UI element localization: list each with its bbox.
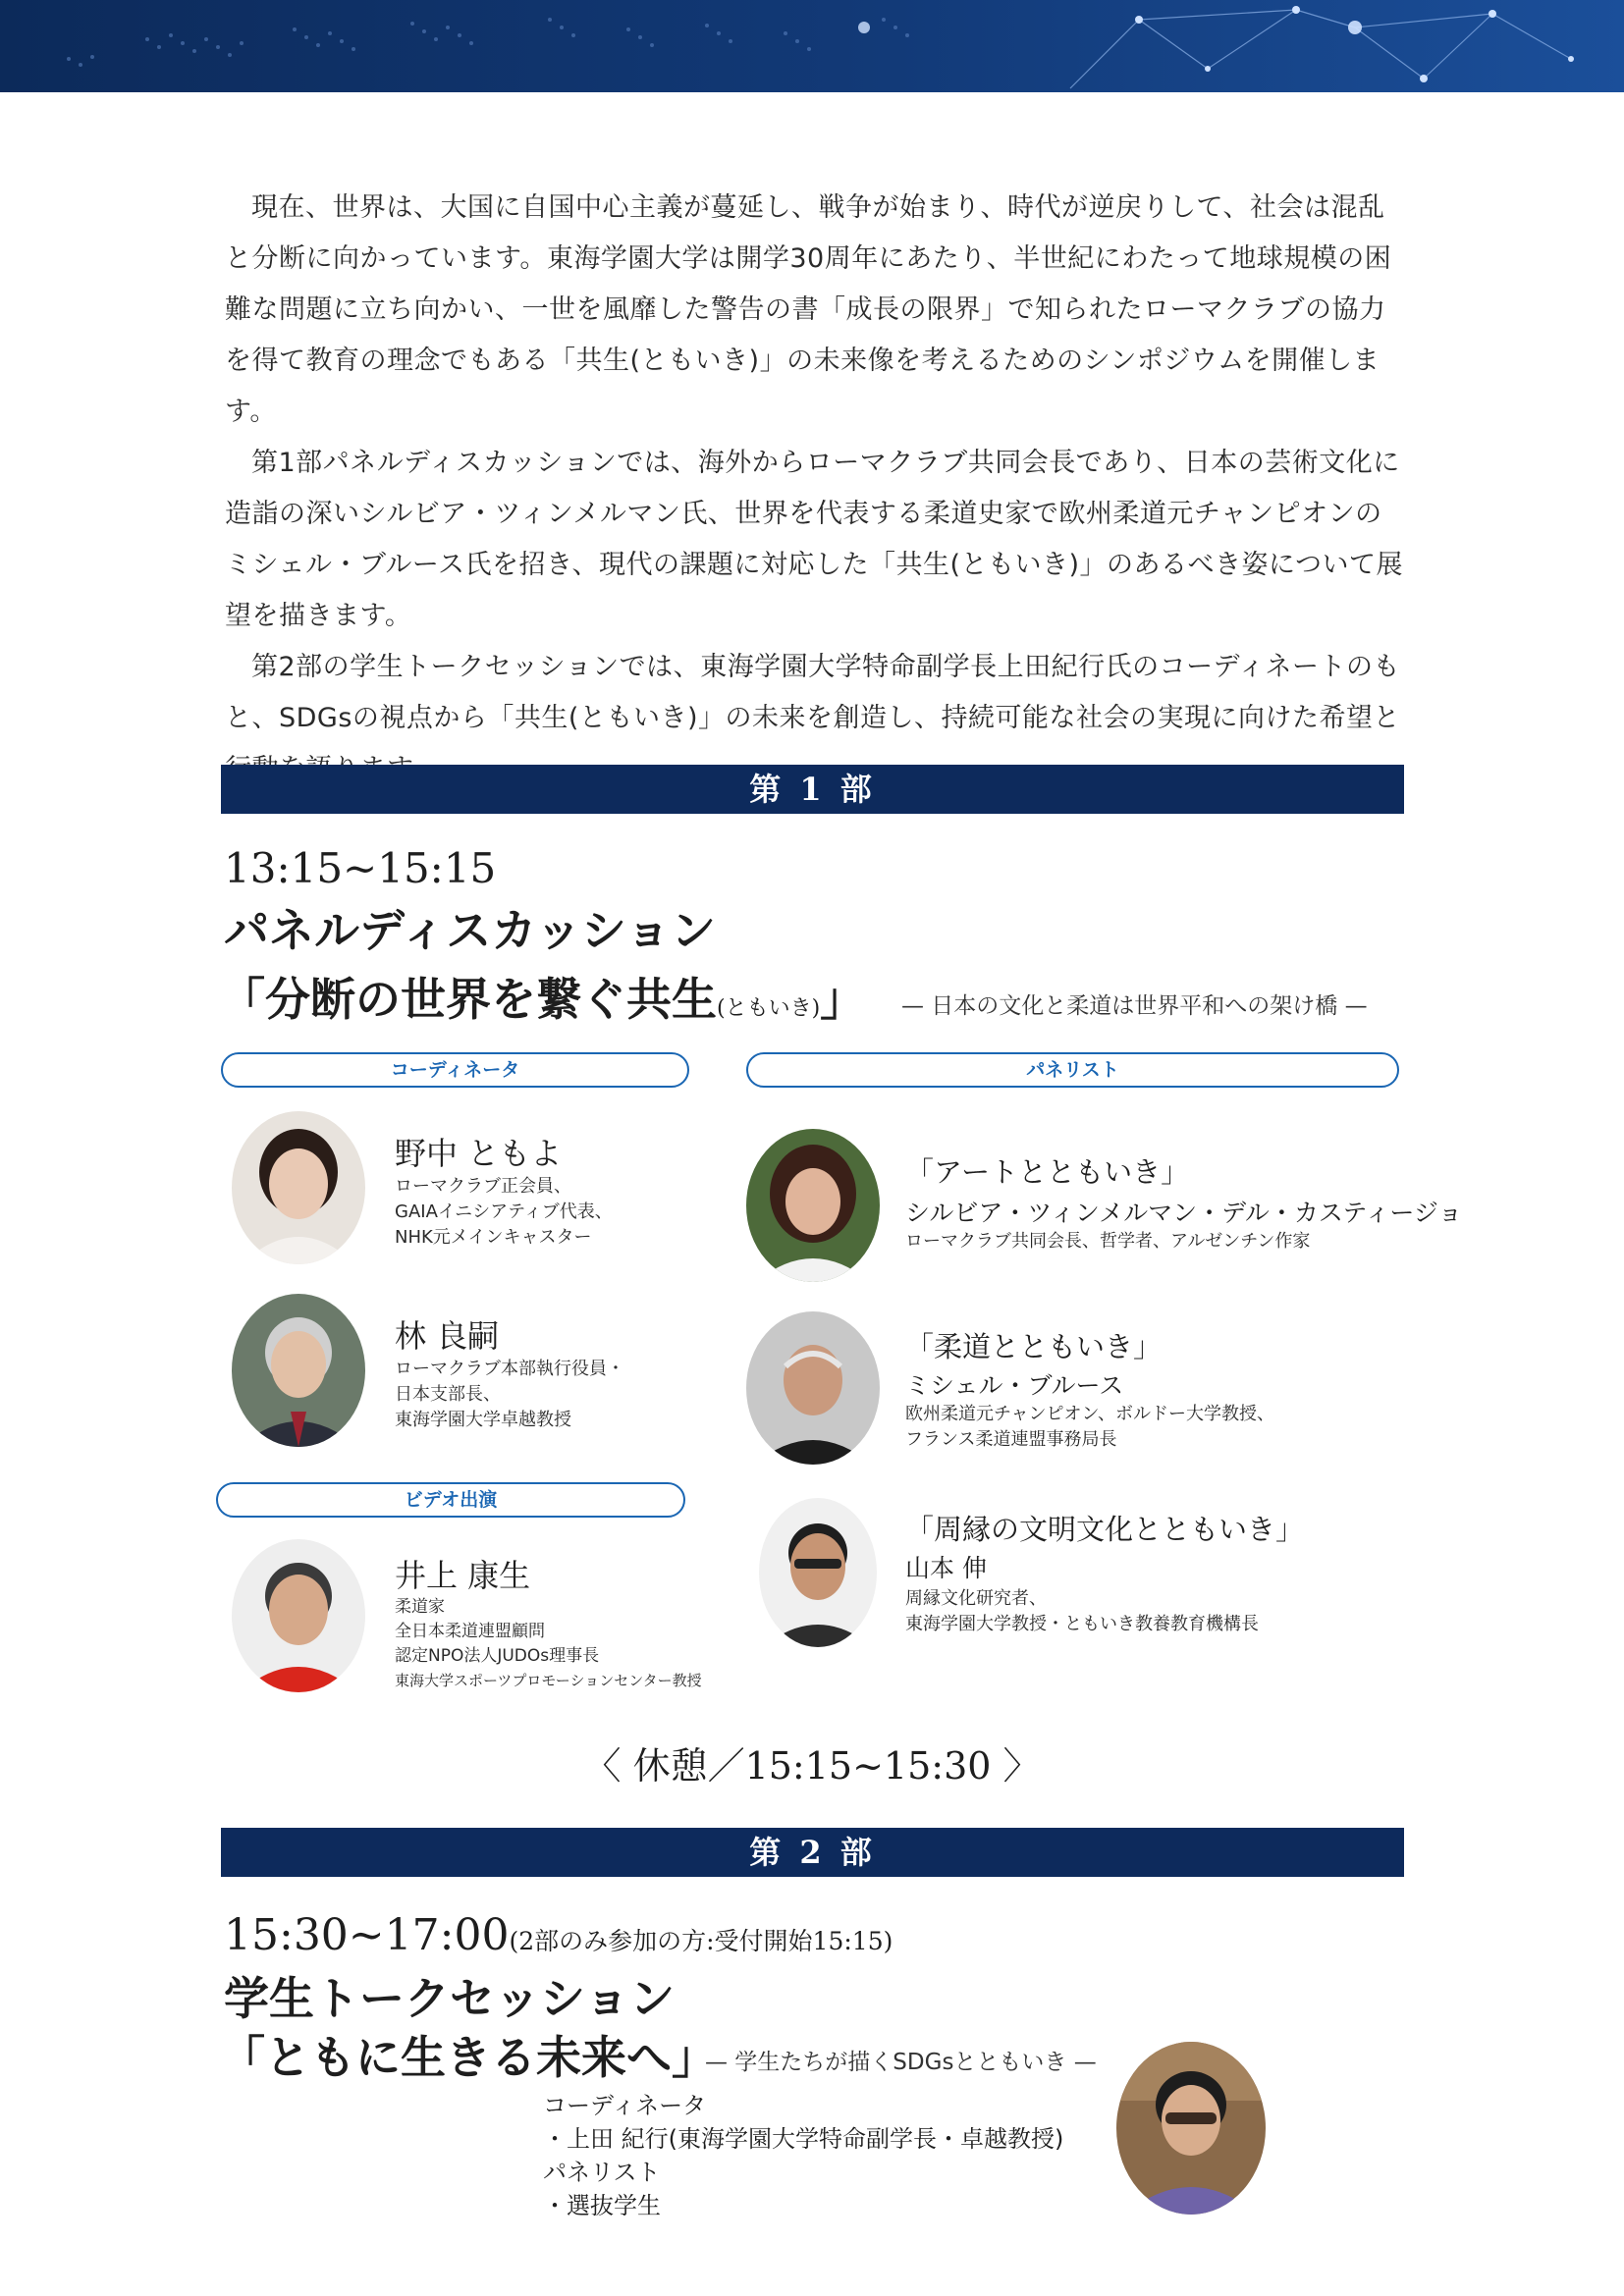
part2-roles xyxy=(543,2089,1063,2222)
part1-theme-close: 」 xyxy=(820,973,866,1026)
panelist-name: 山本 伸 xyxy=(905,1554,987,1582)
intro-text xyxy=(225,183,1403,795)
part2-title: 学生トークセッション xyxy=(224,1972,676,2025)
intro-paragraph: 第2部の学生トークセッションでは、東海学園大学特命副学長上田紀行氏のコーディネートのもと、SDGsの視点から「共生(ともいき)」の未来を創造し、持続可能な社会の実現に向けた希望と xyxy=(225,652,1400,733)
portrait-inoue xyxy=(232,1539,365,1692)
desc-line: NHK元メインキャスター xyxy=(395,1227,592,1248)
part1-header-bar: 第 1 部 xyxy=(221,765,1404,814)
panelist-theme: 「アートとともいき」 xyxy=(905,1155,1190,1189)
desc-line: フランス柔道連盟事務局長 xyxy=(905,1429,1117,1450)
part2-time-value: 15:30~17:00 xyxy=(224,1910,510,1960)
panelist-name: ミシェル・ブルース xyxy=(905,1371,1124,1400)
part2-time-note: (2部のみ参加の方:受付開始15:15) xyxy=(509,1927,893,1955)
desc-line: 周縁文化研究者、 xyxy=(905,1588,1047,1609)
portrait-hayashi xyxy=(232,1294,365,1447)
person-photo-icon xyxy=(746,1129,880,1282)
panelist-desc xyxy=(905,1402,1274,1453)
part1-theme-ruby: (ともいき) xyxy=(717,996,821,1021)
part2-title-theme: 「ともに生きる未来へ」 xyxy=(220,2031,717,2084)
role-person: ・選抜学生 xyxy=(543,2192,661,2219)
person-photo-icon xyxy=(746,1311,880,1465)
person-photo-icon xyxy=(232,1294,365,1447)
desc-line: ローマクラブ正会員、 xyxy=(395,1176,571,1197)
panelist-desc xyxy=(905,1229,1310,1255)
coordinator-desc xyxy=(395,1174,613,1251)
desc-line: GAIAイニシアティブ代表、 xyxy=(395,1201,613,1222)
role-person: ・上田 紀行(東海学園大学特命副学長・卓越教授) xyxy=(543,2125,1064,2153)
panelist-theme: 「周縁の文明文化とともいき」 xyxy=(905,1513,1305,1546)
desc-line: 欧州柔道元チャンピオン、ボルドー大学教授、 xyxy=(905,1404,1275,1424)
panelist-label-pill: パネリスト xyxy=(746,1052,1399,1088)
person-photo-icon xyxy=(232,1111,365,1264)
intro-paragraph: 第1部パネルディスカッションでは、海外からローマクラブ共同会長であり、日本の芸術文化に造詣の深いシルビア・ツィンメルマン氏、世界を代表する柔道史家で欧州柔道元チャンピオンのミシェル・ブルース氏を招き、現代の課題に対応した「共生(ともいき)」のあるべき姿について展望を描きます。 xyxy=(225,448,1403,631)
coordinator-desc xyxy=(395,1357,624,1433)
break-time: 〈 休憩／15:15~15:30 〉 xyxy=(583,1744,1041,1788)
desc-line: ローマクラブ共同会長、哲学者、アルゼンチン作家 xyxy=(905,1231,1311,1252)
person-photo-icon xyxy=(1116,2042,1266,2215)
intro-paragraph: 現在、世界は、大国に自国中心主義が蔓延し、戦争が始まり、時代が逆戻りして、社会は混乱と分断に向かっています。東海学園大学は開学30周年にあたり、半世紀にわたって地球規模の困難な問題に立ち向かい、一世を風靡した警告の書「成長の限界」で知られたローマクラブの協力を得て教育の理念でもある「共生(ともいき)」の未来像を考えるためのシンポジウムを開催します。 xyxy=(225,192,1392,427)
part1-title-theme xyxy=(220,964,865,1029)
desc-line: 日本支部長、 xyxy=(395,1384,501,1405)
coordinator-label-pill: コーディネータ xyxy=(221,1052,689,1088)
role-label: パネリスト xyxy=(543,2159,661,2186)
video-guest-name: 井上 康生 xyxy=(395,1557,531,1594)
role-label: コーディネータ xyxy=(543,2092,707,2119)
part1-subtitle: — 日本の文化と柔道は世界平和への架け橋 — xyxy=(901,993,1368,1019)
person-photo-icon xyxy=(232,1539,365,1692)
desc-line: ローマクラブ本部執行役員・ xyxy=(395,1359,624,1379)
desc-line: 東海学園大学教授・ともいき教養教育機構長 xyxy=(905,1614,1259,1634)
part2-time xyxy=(224,1910,893,1960)
panelist-name: シルビア・ツィンメルマン・デル・カスティージョ xyxy=(905,1199,1463,1227)
coordinator-name: 野中 ともよ xyxy=(395,1135,563,1172)
coordinator-name: 林 良嗣 xyxy=(395,1317,500,1355)
portrait-yamamoto xyxy=(759,1498,877,1647)
network-map-graphic xyxy=(0,0,1624,92)
part1-time: 13:15~15:15 xyxy=(224,844,497,892)
panelist-theme: 「柔道とともいき」 xyxy=(905,1330,1163,1363)
part2-header-bar: 第 2 部 xyxy=(221,1828,1404,1877)
video-guest-desc xyxy=(395,1595,702,1693)
portrait-nonaka xyxy=(232,1111,365,1264)
part1-title: パネルディスカッション xyxy=(224,904,716,957)
panelist-desc xyxy=(905,1586,1259,1637)
desc-line: 柔道家 xyxy=(395,1597,445,1617)
portrait-brousse xyxy=(746,1311,880,1465)
video-label-pill: ビデオ出演 xyxy=(216,1482,685,1518)
portrait-zimmermann xyxy=(746,1129,880,1282)
part1-theme-main: 「分断の世界を繋ぐ共生 xyxy=(220,973,717,1026)
header-banner xyxy=(0,0,1624,92)
desc-line: 東海大学スポーツプロモーションセンター教授 xyxy=(395,1672,702,1689)
portrait-ueda xyxy=(1116,2042,1266,2215)
part2-subtitle: — 学生たちが描くSDGsとともいき — xyxy=(705,2050,1097,2075)
desc-line: 認定NPO法人JUDOs理事長 xyxy=(395,1646,600,1666)
desc-line: 東海学園大学卓越教授 xyxy=(395,1410,571,1430)
person-photo-icon xyxy=(759,1498,877,1647)
desc-line: 全日本柔道連盟顧問 xyxy=(395,1622,545,1641)
